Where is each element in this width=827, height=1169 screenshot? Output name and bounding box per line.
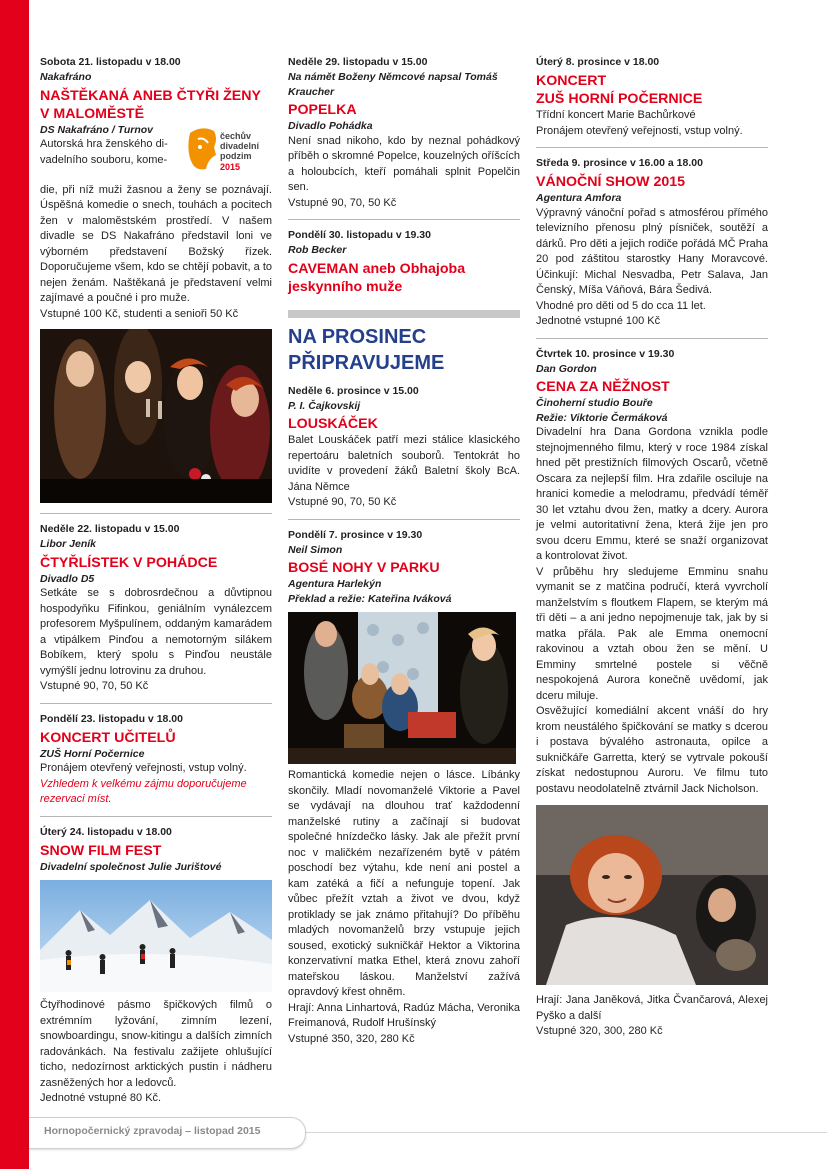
event-vanocni-show xyxy=(536,156,768,330)
divider xyxy=(536,338,768,339)
column-2 xyxy=(288,55,520,1047)
event-nastekana xyxy=(40,55,272,503)
event-title-line-2: ZUŠ HORNÍ POČERNICE xyxy=(536,91,703,107)
event-date: Pondělí 23. listopadu v 18.00 xyxy=(40,712,183,725)
event-title xyxy=(288,260,520,296)
event-popelka xyxy=(288,55,520,211)
event-description: Není snad nikoho, kdo by neznal pohádkový příběh o skromné Popelce, kouzelných oříšcích a holoubcích, kteří pomáhali splnit Popelčin sen. xyxy=(288,134,520,193)
event-description: Balet Louskáček patří mezi stálice klasického repertoáru baletních souborů. Tentokrát ho uvidíte v provedení žáků Baletní školy BcA. Jána Němce xyxy=(288,434,520,493)
event-price: Vstupné 90, 70, 50 Kč xyxy=(288,496,397,508)
logo-text-podzim: podzim xyxy=(220,150,252,161)
event-date: Pondělí 7. prosince v 19.30 xyxy=(288,528,423,541)
event-description-2: Pronájem otevřený veřejnosti, vstup volný. xyxy=(536,124,743,137)
event-title: VÁNOČNÍ SHOW 2015 xyxy=(536,174,686,190)
event-company: Agentura Harlekýn xyxy=(288,578,382,590)
logo-text-cechuv: čechův xyxy=(220,130,252,141)
event-description: Divadelní hra Dana Gordona vznikla podle stejnojmenného filmu, který v roce 1984 získal hned pět prestižních filmových Oscarů, včetně Oscara za nejlepší film. Hra zdařile osciluje na hranici komedie a melodramu, předvádí téměř 30 let vztahu dvou žen, matky a dcery. Aurora je velmi autoritativní žena, která žije jen pro svou dceru Emmu, které se snaží organizovat a kontrolovat život. xyxy=(536,426,768,562)
event-bose-nohy xyxy=(288,528,520,1048)
photo-skiers-on-mountain xyxy=(40,880,272,992)
event-title: KONCERT UČITELŮ xyxy=(40,729,176,746)
event-date: Pondělí 30. listopadu v 19.30 xyxy=(288,229,431,241)
event-cast: Hrají: Anna Linhartová, Radúz Mácha, Veronika Freimanová, Rudolf Hrušínský xyxy=(288,1001,520,1029)
photo-red-haired-actress xyxy=(536,805,768,985)
event-cast: Hrají: Jana Janěková, Jitka Čvančarová, Alexej Pyško a další xyxy=(536,994,768,1022)
event-direction: Překlad a režie: Kateřina Iváková xyxy=(288,592,452,605)
event-price: Vstupné 320, 300, 280 Kč xyxy=(536,1025,663,1037)
event-author: P. I. Čajkovskij xyxy=(288,399,361,412)
event-title-line-2: V MALOMĚSTĚ xyxy=(40,105,145,122)
event-company: Činoherní studio Bouře xyxy=(536,397,653,409)
event-title: LOUSKÁČEK xyxy=(288,416,378,432)
event-title-line-1: NAŠTĚKANÁ ANEB ČTYŘI ŽENY xyxy=(40,87,261,104)
event-company: Divadelní společnost Julie Jurištové xyxy=(40,860,222,873)
event-price: Vstupné 350, 320, 280 Kč xyxy=(288,1032,415,1045)
page-edge-red-bar xyxy=(0,0,29,1169)
event-cena-za-neznost xyxy=(536,347,768,1040)
event-louskacek xyxy=(288,384,520,511)
event-price: Jednotné vstupné 80 Kč. xyxy=(40,1092,162,1104)
event-title-line-2: jeskynního muže xyxy=(288,278,403,295)
event-author: Neil Simon xyxy=(288,543,343,556)
section-gray-bar xyxy=(288,310,520,318)
logo-text-divadelni: divadelní xyxy=(220,140,260,151)
section-heading-line-1: NA PROSINEC xyxy=(288,325,427,348)
event-title: POPELKA xyxy=(288,102,357,118)
event-description: Romantická komedie nejen o lásce. Líbánky skončily. Mladí novomanželé Viktorie a Pavel se vydávají na dlouhou trať každodenní manželské rutiny a začínají si budovat společné hnízdečko lásky. Jak ale přežít první noc v maličkém nezařízeném bytě v pátém poschodí bez výtahu, kde není ani postel a kam zatéká a fičí a nefunguje topení. Jak vůbec přežít vztah a život ve dvou, když protiklady se jak známo přitahují? Do příběhu mladých novomanželů brzy vstupuje jejich soused, exotický sukničkář Hektor a Viktorina konzervativní matka Ethel, která znovu zahoří mateřskou láskou. Manželství zažívá opravdový křest ohněm. xyxy=(288,769,520,998)
event-date: Úterý 8. prosince v 18.00 xyxy=(536,56,660,68)
event-title: SNOW FILM FEST xyxy=(40,842,162,859)
event-title-line-1: CAVEMAN aneb Obhajoba xyxy=(288,260,466,277)
photo-stage-scene xyxy=(288,612,520,764)
reservation-note: Vzhledem k velkému zájmu doporučujeme rezervaci míst. xyxy=(40,777,247,805)
event-author: Nakafráno xyxy=(40,71,92,83)
event-caveman xyxy=(288,228,520,296)
section-heading-prosinec xyxy=(288,324,520,376)
event-title xyxy=(40,87,272,123)
event-koncert-zus xyxy=(536,55,768,139)
divider xyxy=(40,703,272,704)
cechuv-divadelni-podzim-logo xyxy=(184,125,272,181)
event-company: ZUŠ Horní Počernice xyxy=(40,747,145,760)
event-age: Vhodné pro děti od 5 do cca 11 let. xyxy=(536,299,706,312)
event-date: Čtvrtek 10. prosince v 19.30 xyxy=(536,347,675,360)
divider xyxy=(288,219,520,220)
footer-publication-title: Hornopočernický zpravodaj – listopad 2015 xyxy=(44,1125,261,1137)
desc-line-1: Autorská hra ženského di- xyxy=(40,138,168,150)
footer-line xyxy=(305,1132,827,1133)
event-title xyxy=(536,72,768,108)
event-description-3: Osvěžující komediální akcent vnáší do hry krom neustálého špičkování se matky s dcerou i postava bývalého astronauta, opilce a sukničkáře Garretta, který se vytrvale pokouší získat nedostupnou Auroru. Ve filmu tuto postavu neodolatelně ztvárnil Jack Nicholson. xyxy=(536,705,768,795)
column-1 xyxy=(40,55,272,1107)
event-description-2: V průběhu hry sledujeme Emminu snahu vymanit se z matčina područí, která vyvrcholí manželstvím s floutkem Flapem, se kterým má tři děti – a ani jedno nepojmenuje tak, jak by si matka přála. Pak ale Emma onemocní rakovinou a vztah obou žen se mění. U Emminy smrtelné postele si věčně nespokojená Aurora konečně uvědomí, jak dceru miluje. xyxy=(536,565,768,702)
event-description: die, při níž muži žasnou a ženy se poznávají. Úspěšná komedie o snech, touhách a pocitech žen v maloměstském prostředí. V našem divadle se DS Nakafráno představil loni ve výborném představení Božský řízek. Doporučujeme všem, kdo se chtějí pobavit, a to nejen ženám. Naštěkaná je představení velmi zajímavé a poučné i pro muže. xyxy=(40,183,272,304)
event-date: Neděle 29. listopadu v 15.00 xyxy=(288,56,428,68)
divider xyxy=(536,147,768,148)
event-title-line-1: KONCERT xyxy=(536,73,607,89)
event-description: Pronájem otevřený veřejnosti, vstup volný. xyxy=(40,762,247,774)
photo-four-women-toast xyxy=(40,329,272,503)
event-direction: Režie: Viktorie Čermáková xyxy=(536,411,668,424)
event-snow-film-fest xyxy=(40,825,272,1107)
event-date: Středa 9. prosince v 16.00 a 18.00 xyxy=(536,157,703,169)
event-author: Na námět Boženy Němcové napsal Tomáš Kraucher xyxy=(288,71,498,98)
event-price: Vstupné 90, 70, 50 Kč xyxy=(288,196,397,209)
event-company: Divadlo D5 xyxy=(40,572,95,585)
column-3 xyxy=(536,55,768,1040)
event-price: Jednotné vstupné 100 Kč xyxy=(536,315,661,327)
event-title: ČTYŘLÍSTEK V POHÁDCE xyxy=(40,554,218,571)
event-date: Neděle 6. prosince v 15.00 xyxy=(288,384,419,397)
event-title: BOSÉ NOHY V PARKU xyxy=(288,560,440,576)
event-title: CENA ZA NĚŽNOST xyxy=(536,379,670,395)
divider xyxy=(40,816,272,817)
event-koncert-ucitelu xyxy=(40,712,272,808)
divider xyxy=(288,519,520,520)
event-description: Čtyřhodinové pásmo špičkových filmů o extrémním lyžování, zimním lezení, snowboardingu, snow-kitingu a dalších zimních radovánkách. Na festivalu zažijete ohlušující ticho, nedozírnost arktických pustin i nádheru zasněžených hor a ledovců. xyxy=(40,999,272,1089)
event-company: Agentura Amfora xyxy=(536,192,622,204)
event-price: Vstupné 100 Kč, studenti a senioři 50 Kč xyxy=(40,307,239,320)
event-description: Setkáte se s dobrosrdečnou a důvtipnou hospodyňku Fifinkou, geniálním vynálezcem profesorem Myšpulínem, oddaným kamarádem a vtipálkem Pinďou a nemotorným silákem Bobíkem, který spolu s Pinďou neustále vymýšlí jednu lotrovinu za druhou. xyxy=(40,587,272,677)
event-date: Neděle 22. listopadu v 15.00 xyxy=(40,523,180,535)
event-author: Libor Jeník xyxy=(40,538,97,550)
event-author: Rob Becker xyxy=(288,244,347,256)
section-heading-line-2: PŘIPRAVUJEME xyxy=(288,351,445,374)
divider xyxy=(40,513,272,514)
event-price: Vstupné 90, 70, 50 Kč xyxy=(40,680,149,692)
event-company: Divadlo Pohádka xyxy=(288,120,373,132)
event-author: Dan Gordon xyxy=(536,362,597,375)
desc-line-2: vadelního souboru, kome- xyxy=(40,153,168,166)
event-ctyrlistek xyxy=(40,522,272,695)
event-company: DS Nakafráno / Turnov xyxy=(40,123,153,136)
event-date: Sobota 21. listopadu v 18.00 xyxy=(40,56,181,68)
logo-text-year: 2015 xyxy=(220,161,241,172)
event-description: Třídní koncert Marie Bachůrkové xyxy=(536,109,696,121)
event-date: Úterý 24. listopadu v 18.00 xyxy=(40,825,172,838)
event-description: Výpravný vánoční pořad s atmosférou přímého televizního přenosu plný písniček, soutěží a dárků. Pro děti a jejich rodiče pořádá MČ Praha 20 pod záštitou starostky Hany Moravcové. Účinkují: Michal Nesvadba, Petr Salava, Jan Čenský, Míša Váňová, Bára Šedivá. xyxy=(536,206,768,296)
